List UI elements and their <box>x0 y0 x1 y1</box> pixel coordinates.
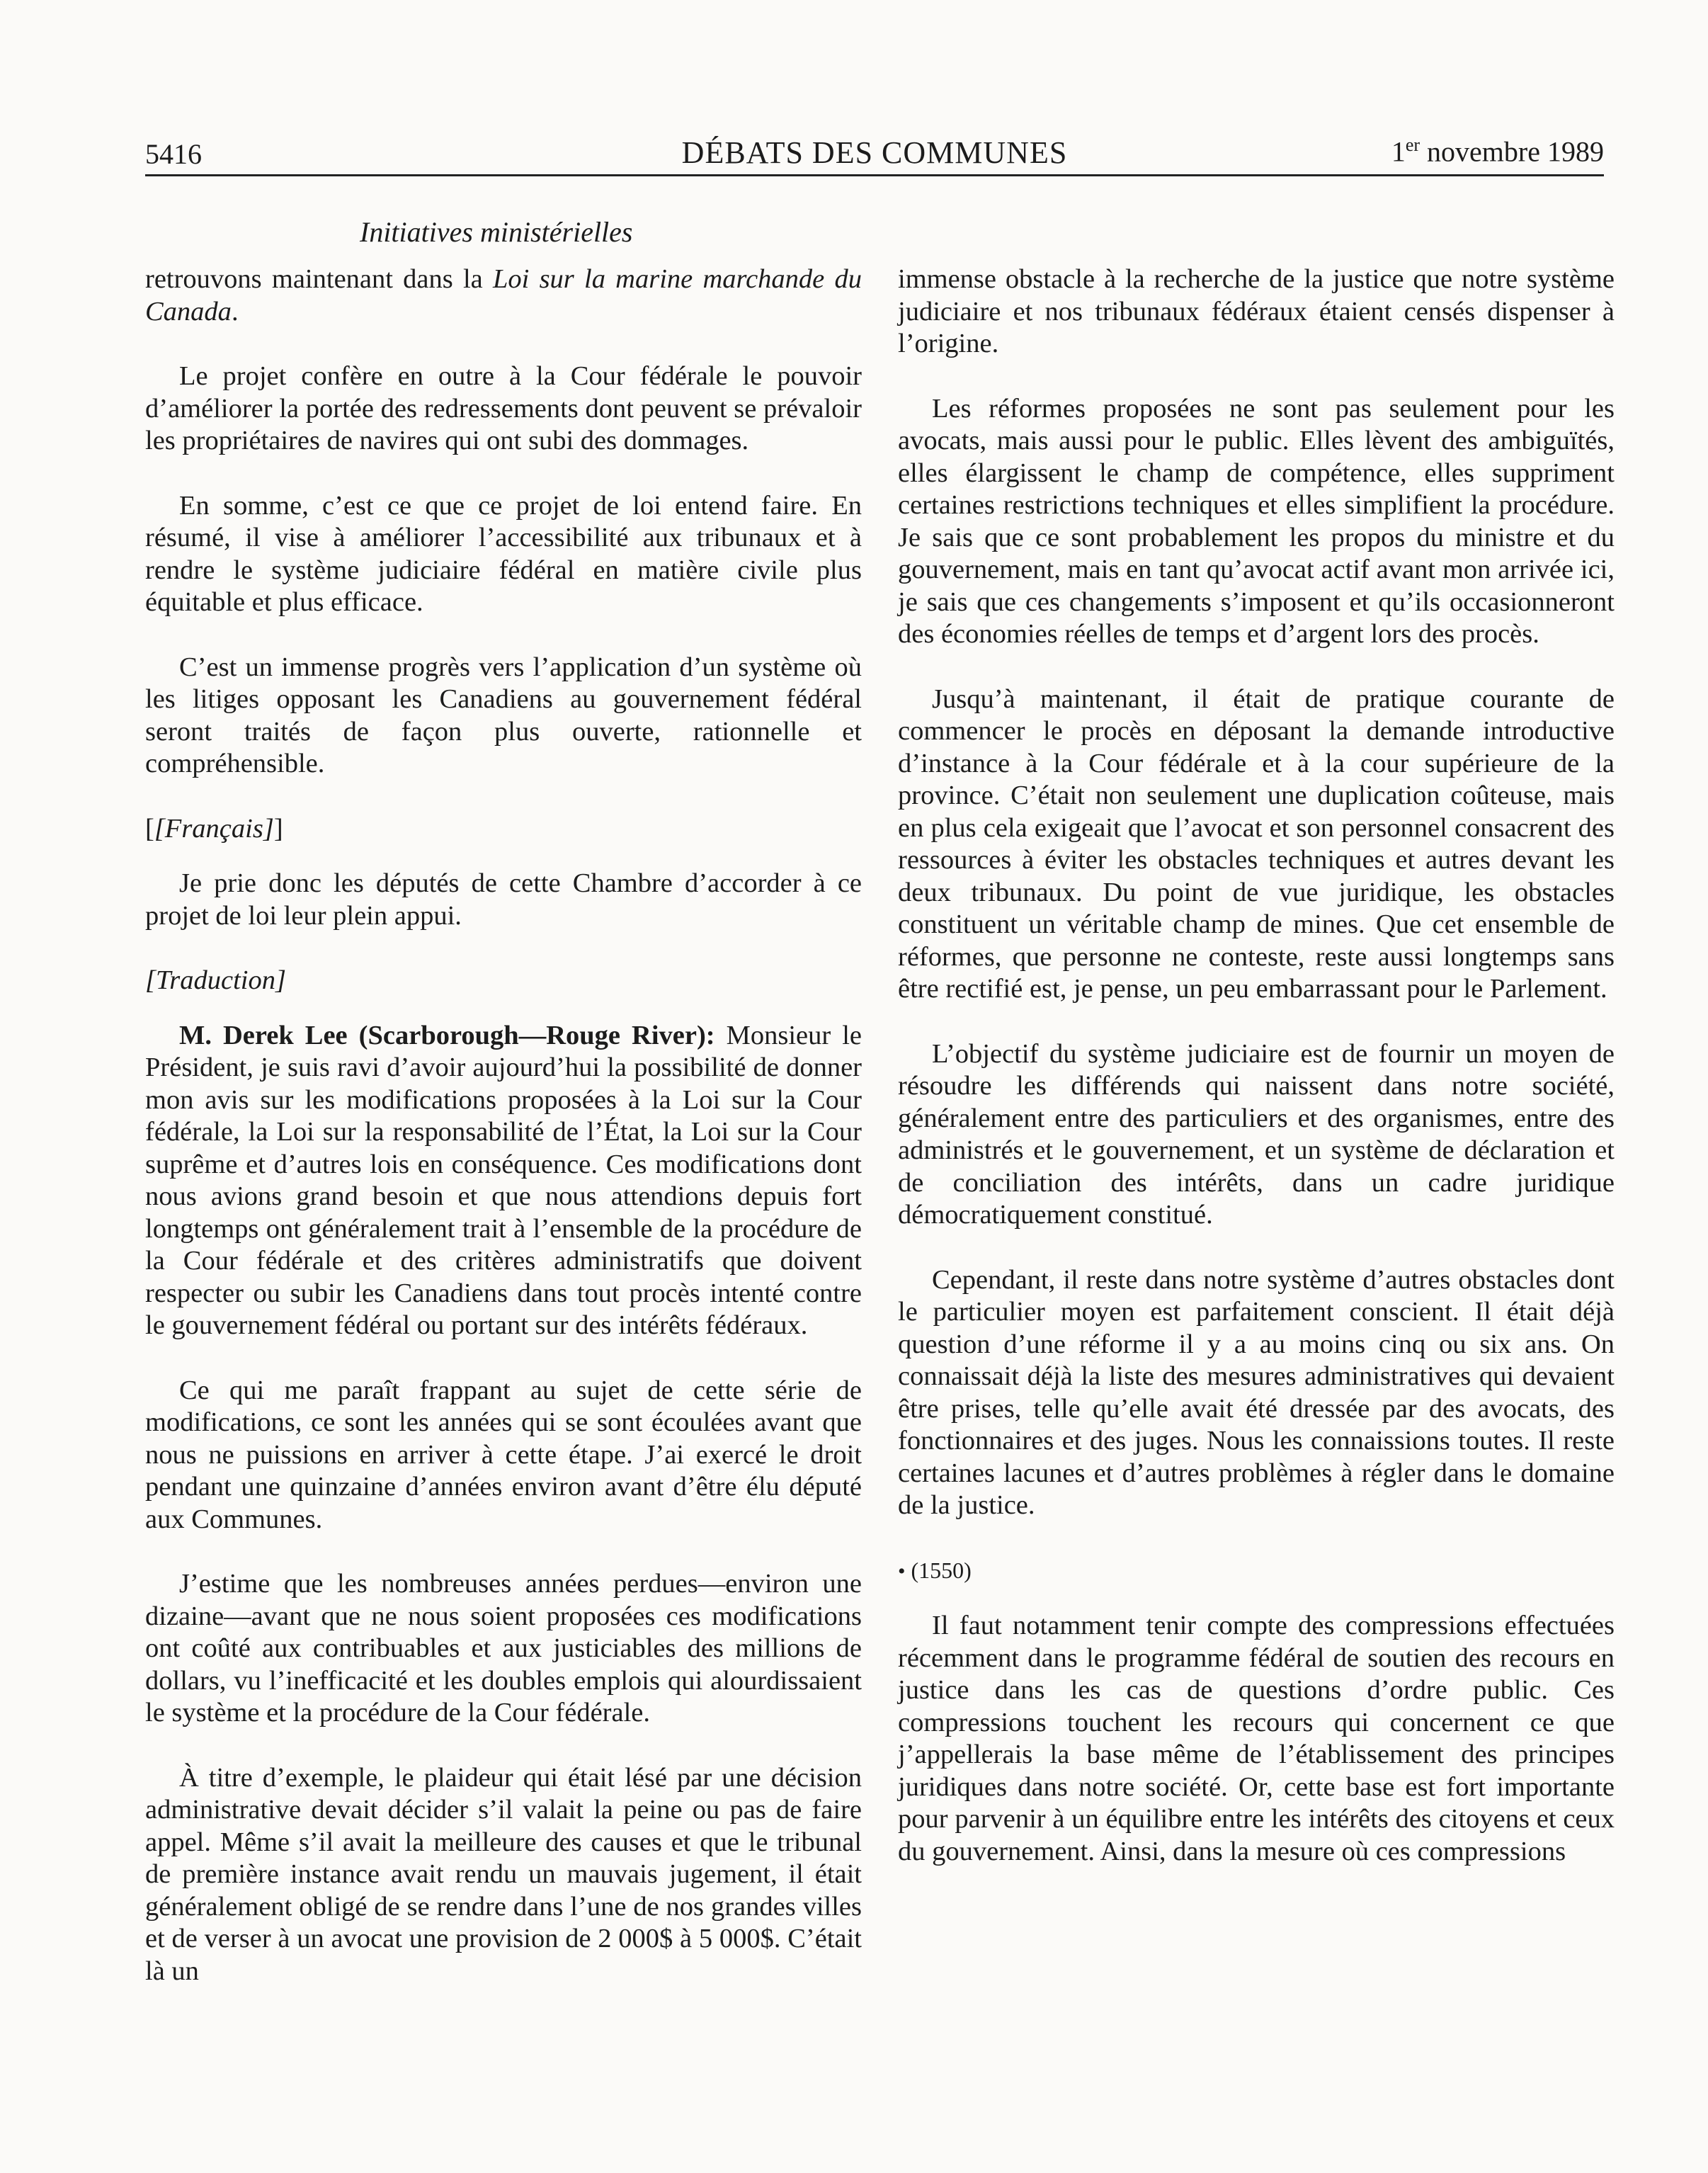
paragraph: immense obstacle à la recherche de la justice que notre système judiciaire et nos tribunaux fédéraux étaient censés dispenser à l’origine. <box>898 264 1615 358</box>
paragraph: L’objectif du système judiciaire est de fournir un moyen de résoudre les différends qui naissent dans notre société, généralement entre des particuliers et des organismes, entre des administrés et le gouvernement, et un système de déclaration et de conciliation des intérêts, dans un cadre juridique démocratiquement constitué. <box>898 1038 1615 1230</box>
text-run: Monsieur le Président, je suis ravi d’avoir aujourd’hui la possibilité de donner mon avis sur les modifications proposées à la Loi sur la Cour fédérale, la Loi sur la responsabilité de l’État, la Loi sur la Cour suprême et d’autres lois en conséquence. Ces modifications dont nous avions grand besoin et que nous attendions depuis fort longtemps ont généralement trait à l’ensemble de la procédure de la Cour fédérale et des critères administratifs que doivent respecter ou subir les Canadiens dans tout procès intenté contre le gouvernement fédéral ou portant sur des intérêts fédéraux. <box>145 1020 862 1340</box>
paragraph: Cependant, il reste dans notre système d’autres obstacles dont le particulier moyen est parfaitement conscient. Il était déjà question d’une réforme il y a au moins cinq ou six ans. On connaissait déjà la liste des mesures administratives qui devaient être prises, telle qu’elle avait été dressée par des avocats, des fonctionnaires et des juges. Nous les connaissions toutes. Il reste certaines lacunes et d’autres problèmes à régler dans le domaine de la justice. <box>898 1264 1615 1520</box>
paragraph: Il faut notamment tenir compte des compressions effectuées récemment dans le programme fédéral de soutien des recours en justice dans les cas de questions d’ordre public. Ces compressions touchent les recours qui concernent ce que j’appellerais la base même de l’établissement des principes juridiques dans notre société. Or, cette base est fort importante pour parvenir à un équilibre entre les intérêts des citoyens et ceux du gouvernement. Ainsi, dans la mesure où ces compressions <box>898 1611 1615 1866</box>
date-rest: novembre 1989 <box>1420 135 1604 168</box>
paragraph: À titre d’exemple, le plaideur qui était lésé par une décision administrative devait décider s’il valait la peine ou pas de faire appel. Même s’il avait la meilleure des causes et que le tribunal de première instance avait rendu un mauvais jugement, il était généralement obligé de se rendre dans l’une de nos grandes villes et de verser à un avocat une provision de 2 000$ à 5 000$. C’était là un <box>145 1762 862 1986</box>
page-number: 5416 <box>145 138 202 170</box>
paragraph: En somme, c’est ce que ce projet de loi entend faire. En résumé, il vise à améliorer l’accessibilité aux tribunaux et à rendre le système judiciaire fédéral en matière civile plus équitable et plus efficace. <box>145 490 862 617</box>
time-stamp <box>898 1555 1615 1588</box>
paragraph: J’estime que les nombreuses années perdues—environ une dizaine—avant que ne nous soient proposées ces modifications ont coûté aux contribuables et aux justiciables des millions de dollars, vu l’inefficacité et les doubles emplois qui alourdissaient le système et la procédure de la Cour fédérale. <box>145 1569 862 1727</box>
section-label: Initiatives ministérielles <box>360 216 633 248</box>
paragraph: Les réformes proposées ne sont pas seulement pour les avocats, mais aussi pour le public. Elles lèvent des ambiguïtés, elles élargissent le champ de compétence, elles suppriment certaines restrictions techniques et elles simplifient la procédure. Je sais que ce sont probablement les propos du ministre et du gouvernement, mais en tant qu’avocat actif avant mon arrivée ici, je sais que ces changements s’imposent et qu’ils occasionneront des économies réelles de temps et d’argent lors des procès. <box>898 393 1615 649</box>
language-name: [Français] <box>154 813 274 844</box>
publication-title: DÉBATS DES COMMUNES <box>681 135 1068 170</box>
language-marker <box>145 965 862 997</box>
issue-date <box>1391 135 1604 168</box>
paragraph: C’est un immense progrès vers l’application d’un système où les litiges opposant les Canadiens au gouvernement fédéral seront traités de façon plus ouverte, rationnelle et compréhensible. <box>145 652 862 778</box>
paragraph: Ce qui me paraît frappant au sujet de cette série de modifications, ce sont les années qui se sont écoulées avant que nous ne puissions en arriver à cette étape. J’ai exercé le droit pendant une quinzaine d’années environ avant d’être élu député aux Communes. <box>145 1375 862 1534</box>
left-column <box>145 263 862 2020</box>
act-title: Loi sur la marine marchande du Canada <box>145 264 862 327</box>
date-day: 1 <box>1391 135 1406 168</box>
date-ordinal: er <box>1405 135 1421 155</box>
bullet-icon: • <box>898 1559 906 1583</box>
running-head <box>145 132 1604 174</box>
language-name: [Traduction] <box>145 965 286 995</box>
speaker-name: M. Derek Lee (Scarborough—Rouge River): <box>179 1020 715 1050</box>
language-marker: [[Français]] <box>145 813 283 844</box>
time-stamp-text: (1550) <box>911 1557 972 1583</box>
paragraph: Je prie donc les députés de cette Chambre d’accorder à ce projet de loi leur plein appui. <box>145 868 862 931</box>
paragraph: Jusqu’à maintenant, il était de pratique courante de commencer le procès en déposant la demande introductive d’instance à la Cour fédérale et à la cour supérieure de la province. C’était non seulement une duplication coûteuse, mais en plus cela exigeait que l’avocat et son personnel consacrent des ressources à éviter les obstacles techniques et autres devant les deux tribunaux. Du point de vue juridique, les obstacles constituent un véritable champ de mines. Que cet ensemble de réformes, que personne ne conteste, reste aussi longtemps sans être rectifié est, je pense, un peu embarrassant pour le Parlement. <box>898 683 1615 1004</box>
right-column <box>898 263 1615 1900</box>
paragraph: Le projet confère en outre à la Cour fédérale le pouvoir d’améliorer la portée des redressements dont peuvent se prévaloir les propriétaires de navires qui ont subi des dommages. <box>145 361 862 455</box>
text-run: retrouvons maintenant dans la <box>145 264 493 294</box>
paragraph <box>145 263 862 328</box>
speech-paragraph <box>145 1020 862 1342</box>
text-run: . <box>231 296 239 327</box>
header-rule <box>145 174 1604 176</box>
